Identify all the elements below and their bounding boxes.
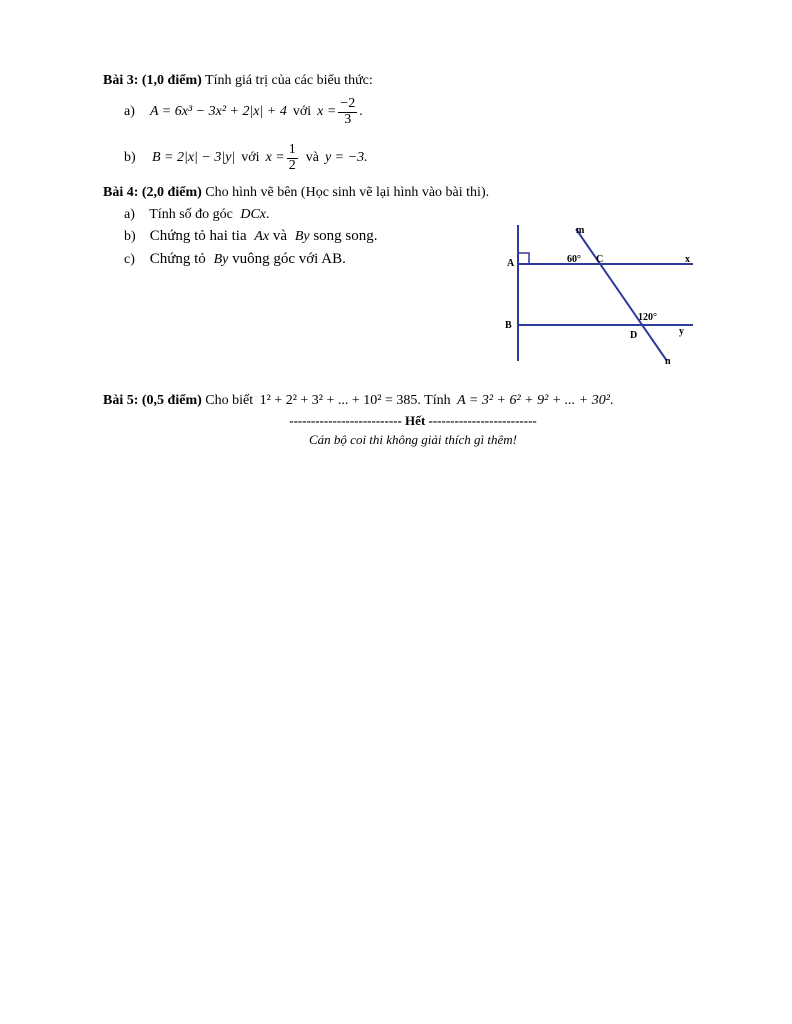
bai3-b-expr: B = 2|x| − 3|y| xyxy=(152,150,236,165)
bai5-given-expr: 1² + 2² + 3² + ... + 10² = 385 xyxy=(259,393,418,408)
bai3-title-line xyxy=(103,73,373,89)
bai3-b-frac-num: 1 xyxy=(288,141,296,157)
geometry-figure xyxy=(500,220,700,370)
bai4-intro: Cho hình vẽ bên (Học sinh vẽ lại hình vào bài thi). xyxy=(205,185,490,200)
bai5-compute-text: . Tính xyxy=(417,393,451,408)
label-d: D xyxy=(630,330,638,341)
bai4-b-marker: b) xyxy=(124,229,136,244)
bai4-a-math: DCx xyxy=(240,207,267,222)
bai3-b-frac-den: 2 xyxy=(288,157,296,173)
bai5-given-text: Cho biết xyxy=(205,393,254,408)
bai5-end: . xyxy=(609,393,614,408)
bai3-a-with: với xyxy=(292,104,312,119)
bai4-item-b xyxy=(124,228,378,245)
bai3-heading: Bài 3: (1,0 điểm) xyxy=(103,73,202,88)
label-angle-120: 120° xyxy=(638,312,657,323)
label-b: B xyxy=(505,320,512,331)
label-y: y xyxy=(679,326,684,337)
bai4-a-text: Tính số đo góc xyxy=(149,207,233,222)
bai4-b-text: Chứng tỏ hai tia xyxy=(149,228,247,244)
bai4-c-marker: c) xyxy=(124,252,135,267)
bai3-b-and: và xyxy=(305,150,319,165)
bai4-b-mid: và xyxy=(272,228,288,244)
bai4-title-line xyxy=(103,185,489,201)
transversal-mn xyxy=(576,229,667,361)
bai4-b-end: song song. xyxy=(313,228,378,244)
label-a: A xyxy=(507,258,515,269)
bai4-c-end: vuông góc với AB. xyxy=(232,251,346,267)
bai3-b-y-eq: y = −3. xyxy=(324,150,368,165)
bai4-c-math: By xyxy=(213,252,229,267)
right-angle-mark xyxy=(518,253,529,264)
bai3-a-frac-num: −2 xyxy=(340,95,356,111)
label-c: C xyxy=(596,254,604,265)
label-angle-60: 60° xyxy=(567,254,581,265)
bai3-intro: Tính giá trị của các biểu thức: xyxy=(205,73,373,88)
bai4-b-math2: By xyxy=(294,229,310,244)
end-line: -------------------------- Hết ------------------------- xyxy=(289,413,537,428)
bai3-a-x-eq: x = xyxy=(317,104,337,119)
bai4-b-math1: Ax xyxy=(254,229,270,244)
bai3-b-marker: b) xyxy=(124,150,136,165)
label-x: x xyxy=(685,254,690,265)
label-n: n xyxy=(665,356,671,367)
bai3-a-frac-den: 3 xyxy=(344,111,352,127)
bai3-item-a xyxy=(124,92,363,132)
bai4-a-marker: a) xyxy=(124,207,135,222)
bai5-compute-expr: A = 3² + 6² + 9² + ... + 30² xyxy=(457,393,610,408)
bai4-c-text: Chứng tỏ xyxy=(149,251,206,267)
bai3-a-expr: A = 6x³ − 3x² + 2|x| + 4 xyxy=(150,104,287,119)
bai3-a-end: . xyxy=(359,104,363,119)
bai5-line xyxy=(103,393,613,409)
bai5-heading: Bài 5: (0,5 điểm) xyxy=(103,393,202,408)
bai4-heading: Bài 4: (2,0 điểm) xyxy=(103,185,202,200)
bai4-item-a xyxy=(124,207,270,223)
bai3-b-with: với xyxy=(241,150,260,165)
label-m: m xyxy=(576,225,585,236)
bai3-a-fraction xyxy=(338,97,357,127)
proctor-note: Cán bộ coi thi không giải thích gì thêm! xyxy=(309,432,517,447)
bai3-b-x-eq: x = xyxy=(265,150,285,165)
bai3-item-b xyxy=(124,138,368,178)
bai4-a-end: . xyxy=(266,207,270,222)
bai3-b-fraction xyxy=(287,143,298,173)
bai3-a-marker: a) xyxy=(124,104,135,119)
bai4-item-c xyxy=(124,251,346,268)
